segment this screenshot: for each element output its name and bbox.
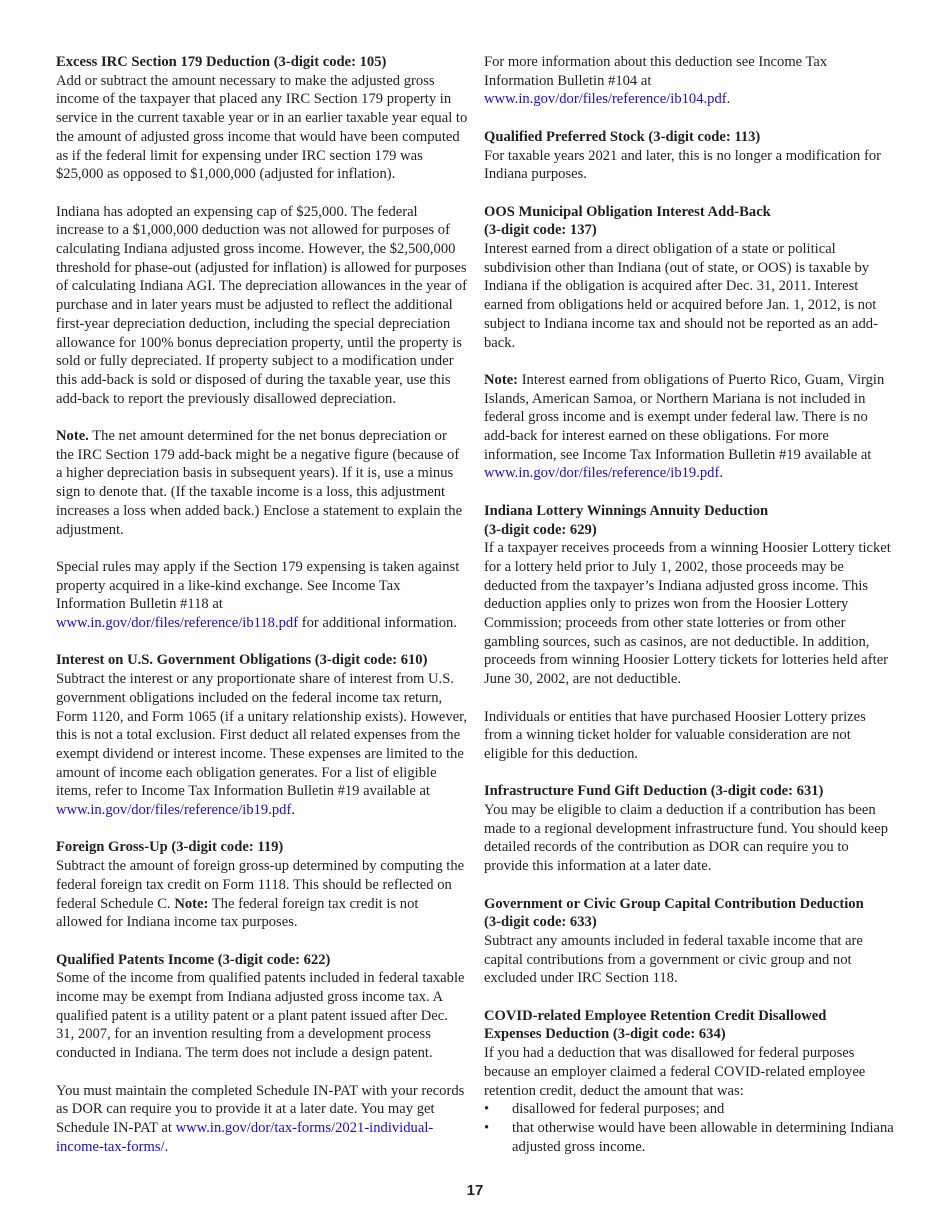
lottery-heading	[484, 502, 896, 539]
ib19-link[interactable]: www.in.gov/dor/files/reference/ib19.pdf	[484, 465, 720, 482]
text: Subtract the amount of foreign gross-up determined by computing the federal foreign tax credit on Form 1118. This should be reflected on federal Schedule C.	[56, 858, 465, 912]
foreign-gross-up-text	[56, 857, 468, 932]
text: that otherwise would have been allowable in determining Indiana adjusted gross income.	[512, 1119, 894, 1155]
section-179-paragraph-4	[56, 558, 468, 633]
left-column	[56, 53, 468, 1156]
lottery-paragraph-2: Individuals or entities that have purchased Hoosier Lottery prizes from a winning ticket holder for valuable consideration are not eligible for this deduction.	[484, 708, 866, 762]
text: disallowed for federal purposes; and	[512, 1101, 725, 1118]
ib118-link[interactable]: www.in.gov/dor/files/reference/ib118.pdf	[56, 615, 299, 632]
text: COVID-related Employee Retention Credit Disallowed	[484, 1007, 827, 1024]
text: The federal foreign tax credit is not allowed for Indiana income tax purposes.	[56, 895, 419, 931]
covid-bullet-list	[484, 1100, 896, 1156]
bullet: •	[484, 1119, 490, 1136]
ib19-link[interactable]: www.in.gov/dor/files/reference/ib19.pdf	[56, 802, 292, 819]
ib104-link[interactable]: www.in.gov/dor/files/reference/ib104.pdf	[484, 91, 727, 108]
page-number: 17	[466, 1182, 484, 1199]
civic-group-text: Subtract any amounts included in federal taxable income that are capital contributions from a government or civic group and not excluded under IRC Section 118.	[484, 932, 863, 987]
preferred-stock-heading: Qualified Preferred Stock (3-digit code: 113)	[484, 128, 761, 145]
note-text: The net amount determined for the net bonus depreciation or the IRC Section 179 add-back might be a negative figure (because of a higher depreciation basis in subsequent years). If it is, use a minus sign to denote that. (If the taxable income is a loss, this adjustment increases a loss when added back.) Enclose a statement to explain the adjustment.	[56, 428, 463, 538]
text: Subtract the interest or any proportionate share of interest from U.S. government obligations included on the federal income tax return, Form 1120, and Form 1065 (if a unitary relationship exists). However, this is not a total exclusion. First deduct all related expenses from the exempt dividend or interest income. These expenses are limited to the amount of income each obligation generates. For a list of eligible items, refer to Income Tax Information Bulletin #19 available at	[56, 671, 468, 800]
qualified-patents-heading: Qualified Patents Income (3-digit code: 622)	[56, 951, 331, 968]
qualified-patents-paragraph-2	[56, 1082, 468, 1157]
list-item	[484, 1100, 896, 1119]
right-column	[484, 53, 896, 1156]
us-gov-obligations-text	[56, 670, 468, 820]
in-pat-forms-link[interactable]: www.in.gov/dor/tax-forms/2021-individual-income-tax-forms/	[56, 1119, 434, 1155]
us-gov-obligations-heading: Interest on U.S. Government Obligations (3-digit code: 610)	[56, 652, 428, 669]
text: .	[726, 91, 731, 108]
text: Interest earned from obligations of Puerto Rico, Guam, Virgin Islands, American Samoa, or Northern Mariana is not included in federal gross income and is exempt under federal law. There is no add-back for interest earned on these obligations. For more information, see Income Tax Information Bulletin #19 available at	[484, 371, 885, 463]
text: For more information about this deduction see Income Tax Information Bulletin #104 at	[484, 54, 828, 89]
text: OOS Municipal Obligation Interest Add-Back	[484, 203, 771, 220]
foreign-gross-up-heading: Foreign Gross-Up (3-digit code: 119)	[56, 839, 284, 856]
civic-group-heading	[484, 895, 896, 932]
section-179-heading: Excess IRC Section 179 Deduction (3-digit code: 105)	[56, 54, 387, 70]
text: Indiana Lottery Winnings Annuity Deduction	[484, 502, 769, 519]
note-label: Note.	[56, 428, 89, 445]
section-179-paragraph-1: Add or subtract the amount necessary to make the adjusted gross income of the taxpayer that placed any IRC Section 179 property in service in the current taxable year or in an earlier taxable year equal to the amount of adjusted gross income that would have been computed as if the federal limit for expensing under IRC section 179 was $25,000 as opposed to $1,000,000 (adjusted for inflation).	[56, 72, 468, 183]
infrastructure-heading: Infrastructure Fund Gift Deduction (3-digit code: 631)	[484, 783, 824, 800]
section-179-note	[56, 427, 468, 539]
text: (3-digit code: 137)	[484, 222, 597, 239]
ib104-paragraph	[484, 53, 896, 109]
text: Government or Civic Group Capital Contribution Deduction	[484, 895, 864, 912]
text: for additional information.	[298, 615, 457, 632]
note-label: Note:	[174, 895, 209, 912]
oos-paragraph: Interest earned from a direct obligation of a state or political subdivision other than Indiana (out of state, or OOS) is taxable by Indiana if the obligation is acquired after Dec. 31, 2011. Interest earned from obligations held or acquired before Jan. 1, 2012, is not subject to Indiana income tax and should not be reported as an add-back.	[484, 241, 878, 351]
oos-heading	[484, 203, 896, 240]
bullet: •	[484, 1101, 490, 1118]
qualified-patents-paragraph-1: Some of the income from qualified patents included in federal taxable income may be exempt from Indiana adjusted gross income tax. A qualified patent is a utility patent or a plant patent issued after Dec. 31, 2007, for an invention resulting from a development process conducted in Indiana. The term does not include a design patent.	[56, 970, 465, 1062]
covid-heading	[484, 1007, 896, 1044]
text: Expenses Deduction (3-digit code: 634)	[484, 1026, 726, 1043]
infrastructure-text: You may be eligible to claim a deduction if a contribution has been made to a regional development infrastructure fund. You should keep detailed records of the contribution as DOR can require you to provide this information at a later date.	[484, 802, 889, 875]
text: (3-digit code: 629)	[484, 521, 597, 538]
oos-note	[484, 371, 896, 483]
preferred-stock-text: For taxable years 2021 and later, this is no longer a modification for Indiana purposes.	[484, 147, 881, 183]
text: .	[291, 802, 295, 819]
list-item	[484, 1119, 896, 1156]
text: .	[719, 465, 723, 482]
text: .	[164, 1138, 169, 1155]
text: (3-digit code: 633)	[484, 914, 597, 931]
text: You must maintain the completed Schedule IN-PAT with your records as DOR can require you to provide it at a later date. You may get Schedule IN-PAT at	[56, 1082, 465, 1136]
text: Special rules may apply if the Section 179 expensing is taken against property acquired in a like-kind exchange. See Income Tax Information Bulletin #118 at	[56, 558, 460, 613]
note-label: Note:	[484, 371, 519, 388]
covid-text: If you had a deduction that was disallowed for federal purposes because an employer claimed a federal COVID-related employee retention credit, deduct the amount that was:	[484, 1045, 866, 1099]
section-179-paragraph-2: Indiana has adopted an expensing cap of $25,000. The federal increase to a $1,000,000 deduction was not allowed for purposes of calculating Indiana adjusted gross income. However, the $2,500,000 threshold for phase-out (adjusted for inflation) is allowed for purposes of calculating Indiana AGI. The depreciation allowances in the year of purchase and in later years must be adjusted to reflect the additional first-year depreciation deduction, including the special depreciation allowance for 100% bonus depreciation property, until the property is sold or fully depreciated. If property subject to a modification under this add-back is sold or disposed of during the taxable year, use this add-back to report the previously disallowed depreciation.	[56, 203, 468, 407]
lottery-paragraph-1: If a taxpayer receives proceeds from a winning Hoosier Lottery ticket for a lottery held prior to July 1, 2002, those proceeds may be deducted from the taxpayer’s Indiana adjusted gross income. This deduction applies only to prizes won from the Hoosier Lottery Commission; proceeds from other state lotteries or from other gambling sources, such as casinos, are not deductible. In addition, proceeds from winning Hoosier Lottery tickets for lotteries held after June 30, 2002, are not deductible.	[484, 540, 891, 688]
